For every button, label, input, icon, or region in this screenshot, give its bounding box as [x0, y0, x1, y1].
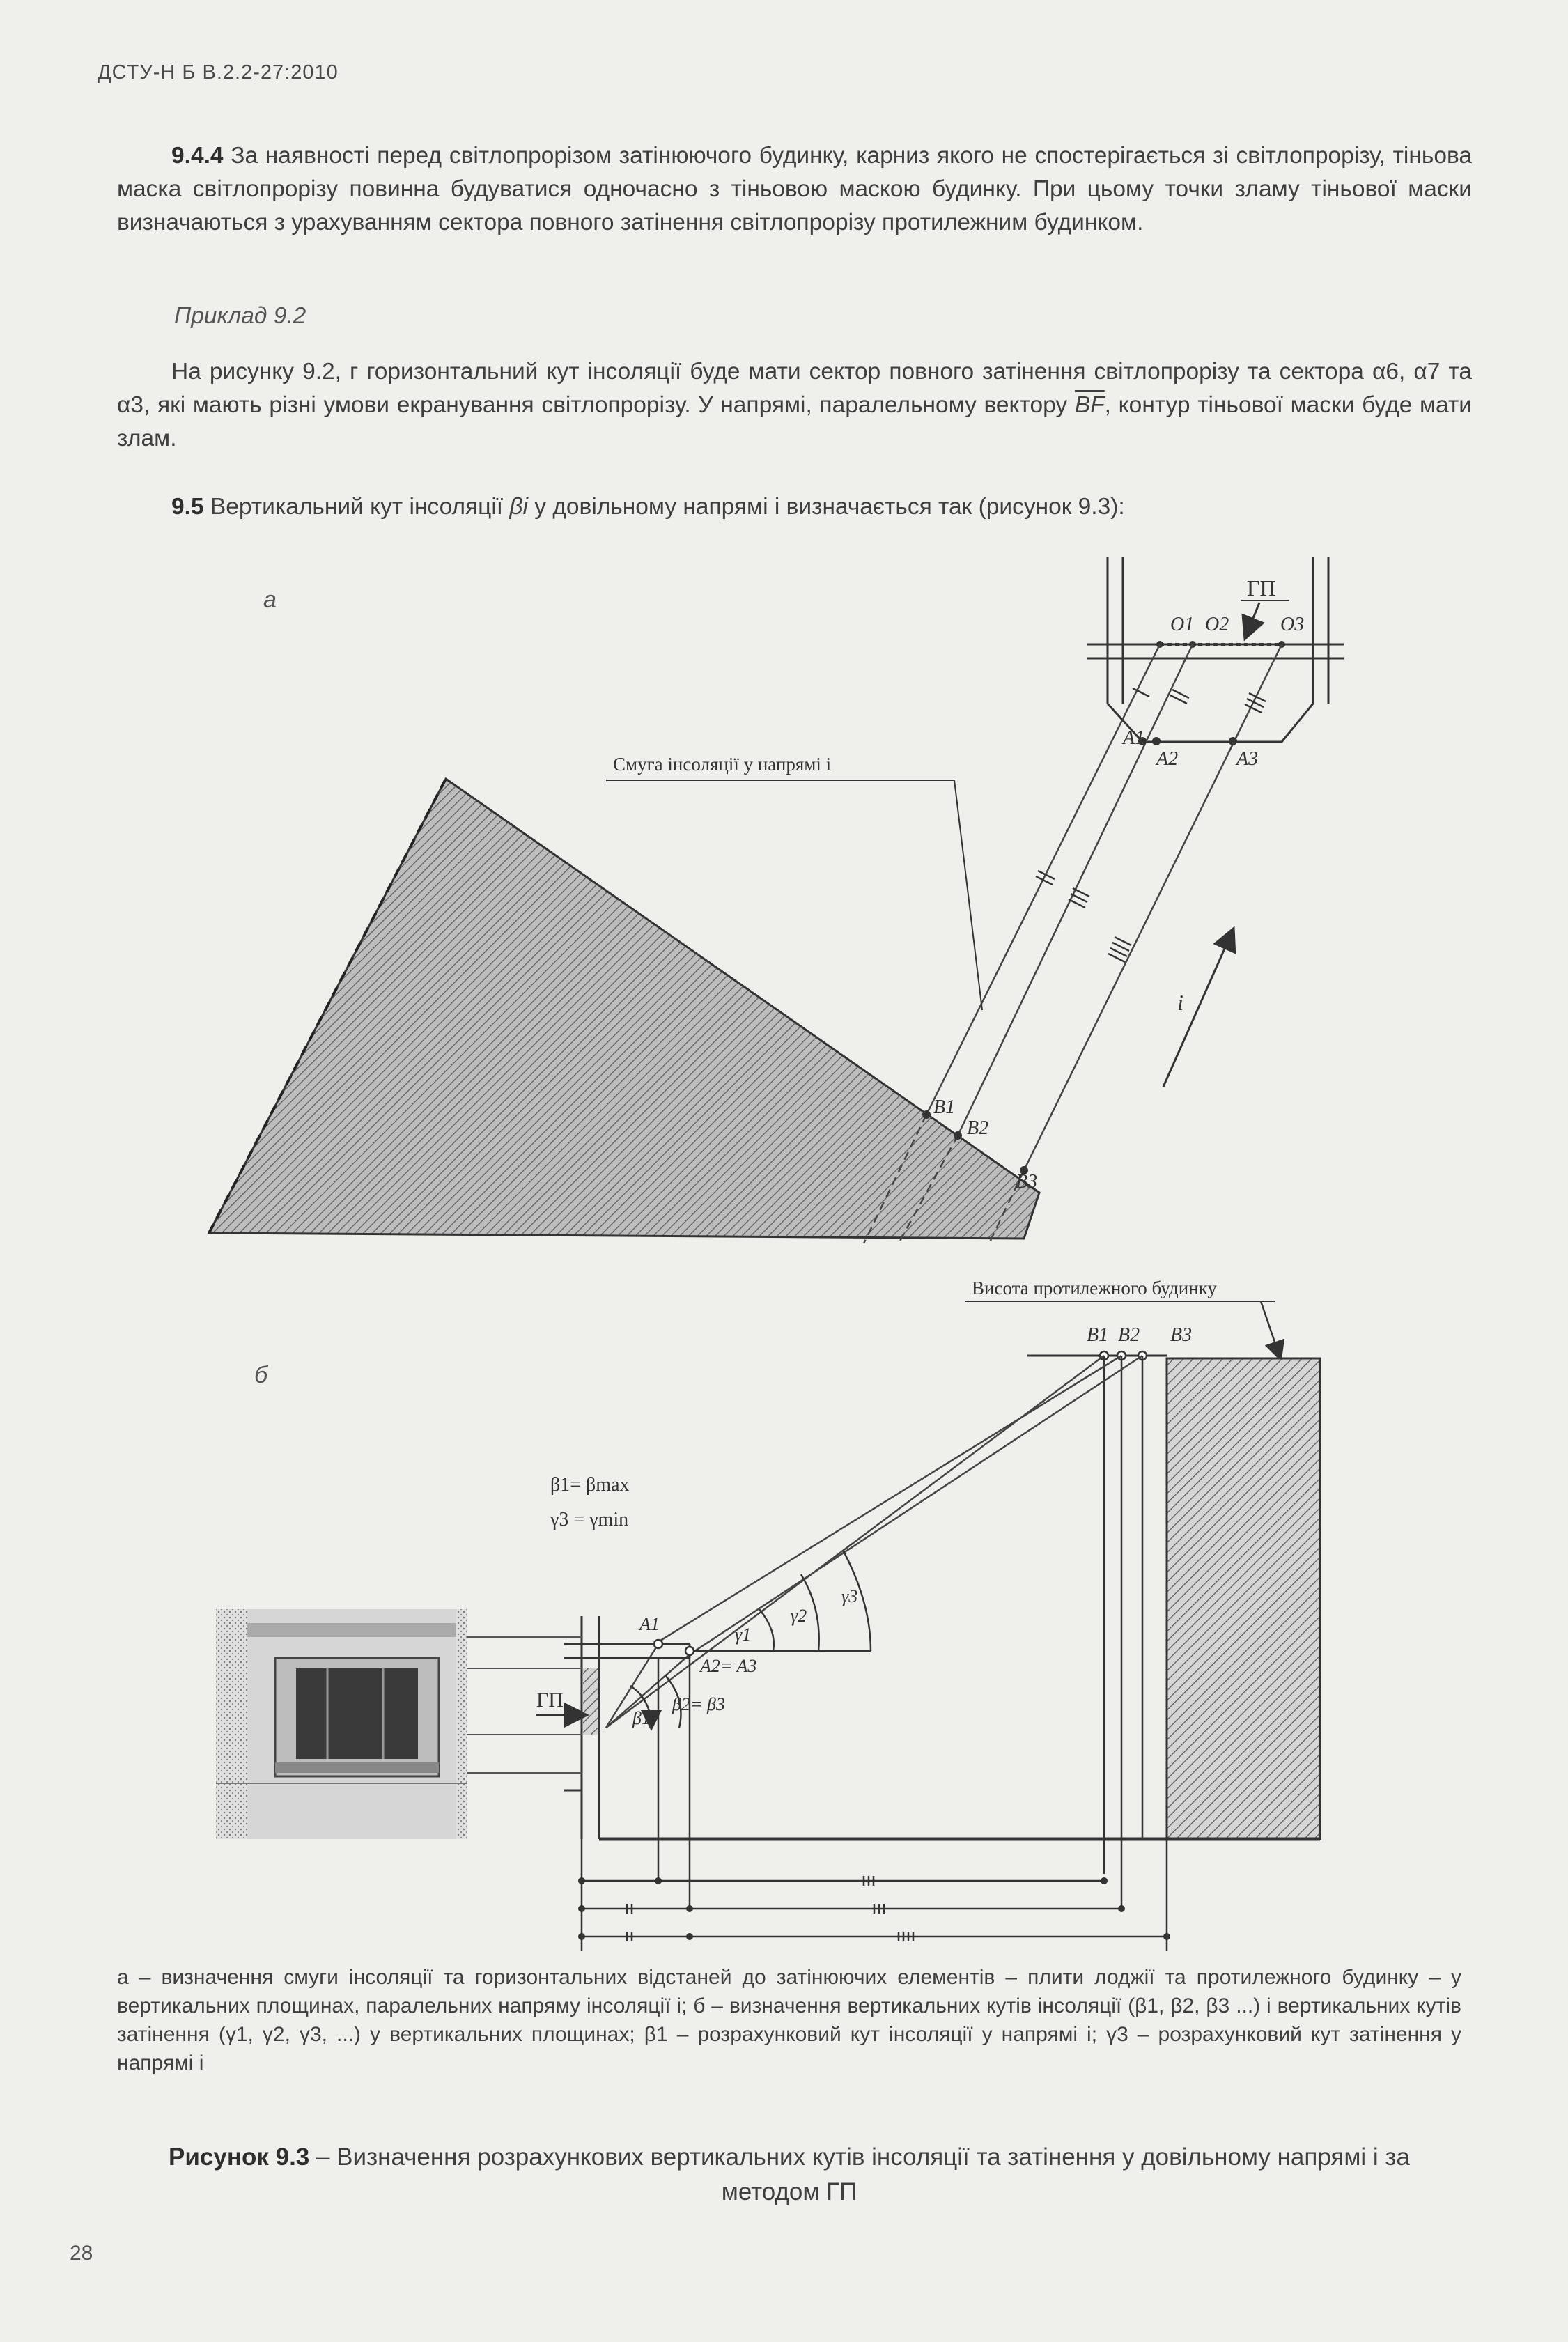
opposing-building-elevation — [1167, 1358, 1320, 1839]
example-text-3: , контур тіньової маски буде мати злам. — [117, 392, 1473, 451]
gamma-3: γ3 — [841, 1586, 858, 1606]
height-label: Висота протилежного будинку — [972, 1278, 1217, 1298]
points-o — [1170, 614, 1304, 635]
point-a1: A1 — [639, 1614, 660, 1634]
beta-i: βi — [509, 494, 528, 520]
opposing-building-plan — [209, 779, 1039, 1239]
point-a2: A2 — [1156, 748, 1179, 770]
eq-gamma-min: γ3 = γmin — [550, 1509, 629, 1530]
gamma-2: γ2 — [791, 1606, 807, 1626]
point-b2: B2 — [967, 1117, 989, 1139]
gamma-labels — [735, 1586, 857, 1645]
point-a1: A1 — [1123, 727, 1145, 749]
beta-1: β1 — [632, 1708, 651, 1728]
gamma-1: γ1 — [735, 1624, 752, 1645]
point-b3-top: B3 — [1170, 1324, 1193, 1346]
example-text-2: , які мають різні умови екранування світлопрорізу. У напрямі, паралельному вектору — [143, 392, 1075, 418]
points-b-top — [1087, 1324, 1192, 1346]
section-number: 9.4.4 — [171, 143, 224, 169]
direction-label: i — [1177, 990, 1183, 1015]
paragraph-text: За наявності перед світлопрорізом затінюючого будинку, карниз якого не спостерігається зі світлопрорізу, тіньова маска світлопрорізу повинна будуватися одночасно з тіньовою маскою будинку. При цьому точки зламу тіньової маски визначаються з урахуванням сектора повного затінення світлопрорізу протилежним будинком. — [117, 143, 1472, 235]
paragraph-text-1: Вертикальний кут інсоляції — [210, 494, 510, 520]
paragraph-example: На рисунку 9.2, г горизонтальний кут інсоляції буде мати сектор повного затінення світлопрорізу та сектора α6, α7 та α3, які мають різні умови екранування світлопрорізу. У напрямі, паралельному вектору $\overline{BF}$, контур тіньової маски буде мати злам. — [117, 359, 1473, 451]
window-elevation — [216, 1609, 467, 1839]
eq-beta-max: β1= βmax — [550, 1474, 630, 1496]
point-a3: A3 — [1236, 748, 1259, 770]
point-o3: O3 — [1280, 614, 1305, 635]
example-text-1: На рисунку 9.2, г горизонтальний кут інсоляції буде мати сектор повного затінення світлопрорізу та сектора — [171, 359, 1372, 385]
paragraph-text-2: у довільному напрямі і визначається так (рисунок 9.3): — [528, 494, 1125, 520]
beta-2-3: β2= β3 — [672, 1694, 725, 1714]
example-title: Приклад 9.2 — [174, 303, 306, 329]
alpha-7: α7 — [1413, 359, 1441, 385]
sun-rays — [606, 1356, 1142, 1728]
figure-number: Рисунок 9.3 — [169, 2143, 310, 2171]
gp-label: ГП — [1247, 575, 1276, 600]
point-o1: O1 — [1170, 614, 1195, 635]
dimension-lines — [582, 1658, 1167, 1951]
figure-title — [117, 2140, 1461, 2210]
document-header: ДСТУ-Н Б В.2.2-27:2010 — [98, 61, 339, 84]
alpha-3: α3 — [117, 392, 143, 418]
figure-caption: а – визначення смуги інсоляції та горизонтальних відстаней до затінюючих елементів – плити лоджії та протилежного будинку – у вертикальних площинах, паралельних напряму інсоляції і; б – визначення вертикальних кутів інсоляції (β1, β2, β3 ...) і вертикальних кутів затінення (γ1, γ2, γ3, ...) у вертикальних площинах; β1 – розрахунковий кут інсоляції у напрямі і; γ3 – розрахунковий кут затінення у напрямі і — [117, 1966, 1461, 2075]
point-a2-a3: A2= A3 — [700, 1656, 757, 1676]
page-number: 28 — [70, 2242, 93, 2265]
gp-label-b: ГП — [536, 1689, 564, 1712]
figure-b — [216, 1278, 1320, 1951]
figure-a — [209, 557, 1344, 1243]
vector-bf: $\overline{BF}$ — [1074, 392, 1105, 418]
point-b1-top: B1 — [1087, 1324, 1109, 1346]
alpha-6: α6 — [1372, 359, 1399, 385]
point-o2: O2 — [1205, 614, 1229, 635]
point-b2-top: B2 — [1118, 1324, 1140, 1346]
panel-label-a: а — [263, 587, 277, 613]
figure-title-text: – Визначення розрахункових вертикальних кутів інсоляції та затінення у довільному напрямі і за методом ГП — [309, 2143, 1410, 2205]
section-number: 9.5 — [171, 494, 204, 520]
point-b1: B1 — [933, 1096, 956, 1118]
direction-arrow — [1163, 930, 1233, 1087]
point-b3: B3 — [1016, 1171, 1038, 1193]
band-label: Смуга інсоляції у напрямі i — [613, 754, 832, 775]
panel-label-b: б — [254, 1362, 268, 1388]
